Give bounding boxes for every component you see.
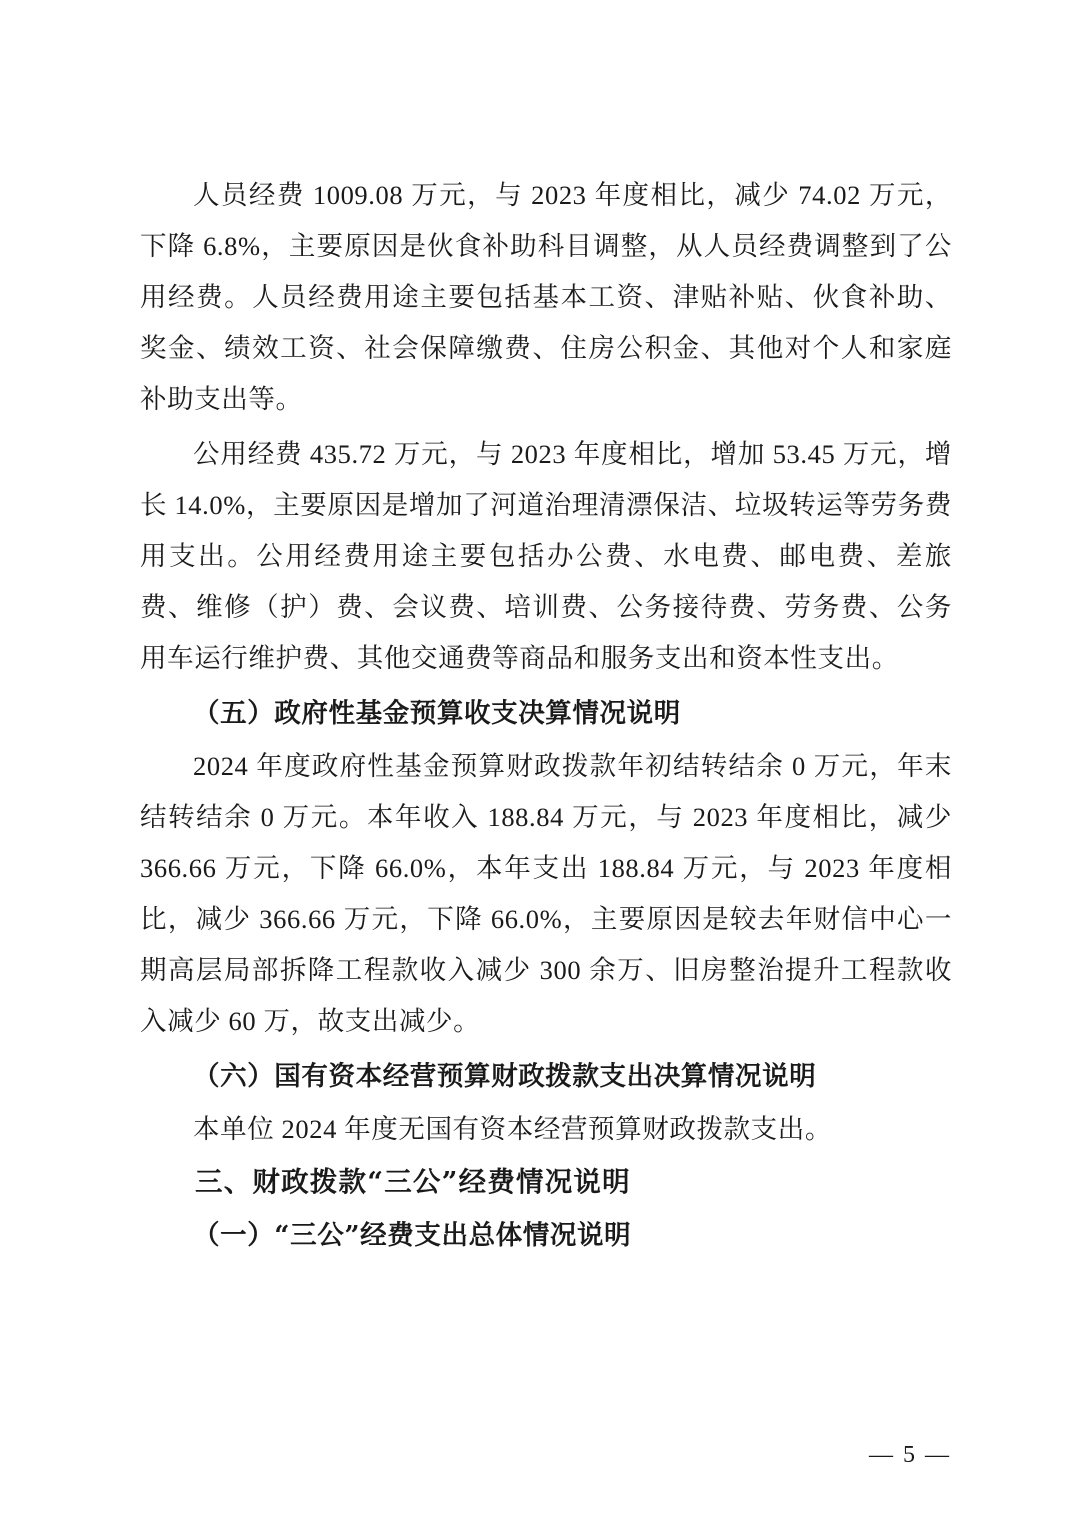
document-body: [140, 170, 952, 1261]
heading-section-six: （六）国有资本经营预算财政拨款支出决算情况说明: [193, 1061, 817, 1092]
page-number: — 5 —: [869, 1442, 951, 1468]
paragraph-state-capital: 本单位 2024 年度无国有资本经营预算财政拨款支出。: [193, 1114, 832, 1144]
paragraph-personnel-expense: 人员经费 1009.08 万元，与 2023 年度相比，减少 74.02 万元，下降 6.8%，主要原因是伙食补助科目调整，从人员经费调整到了公用经费。人员经费用途主要包括基本工资、津贴补贴、伙食补助、奖金、绩效工资、社会保障缴费、住房公积金、其他对个人和家庭补助支出等。: [140, 180, 952, 414]
heading-section-five: （五）政府性基金预算收支决算情况说明: [193, 698, 681, 729]
paragraph-gov-fund-budget: 2024 年度政府性基金预算财政拨款年初结转结余 0 万元，年末结转结余 0 万元。本年收入 188.84 万元，与 2023 年度相比，减少 366.66 万元，下降 66.0%，本年支出 188.84 万元，与 2023 年度相比，减少 366.66 万元，下降 66.0%，主要原因是较去年财信中心一期高层局部拆降工程款收入减少 300 余万、旧房整治提升工程款收入减少 60 万，故支出减少。: [140, 751, 952, 1036]
heading-section-three: 三、财政拨款“三公”经费情况说明: [195, 1166, 631, 1198]
paragraph-public-expense: 公用经费 435.72 万元，与 2023 年度相比，增加 53.45 万元，增长 14.0%，主要原因是增加了河道治理清漂保洁、垃圾转运等劳务费用支出。公用经费用途主要包括办公费、水电费、邮电费、差旅费、维修（护）费、会议费、培训费、公务接待费、劳务费、公务用车运行维护费、其他交通费等商品和服务支出和资本性支出。: [140, 439, 952, 673]
heading-section-three-one: （一）“三公”经费支出总体情况说明: [193, 1220, 632, 1251]
